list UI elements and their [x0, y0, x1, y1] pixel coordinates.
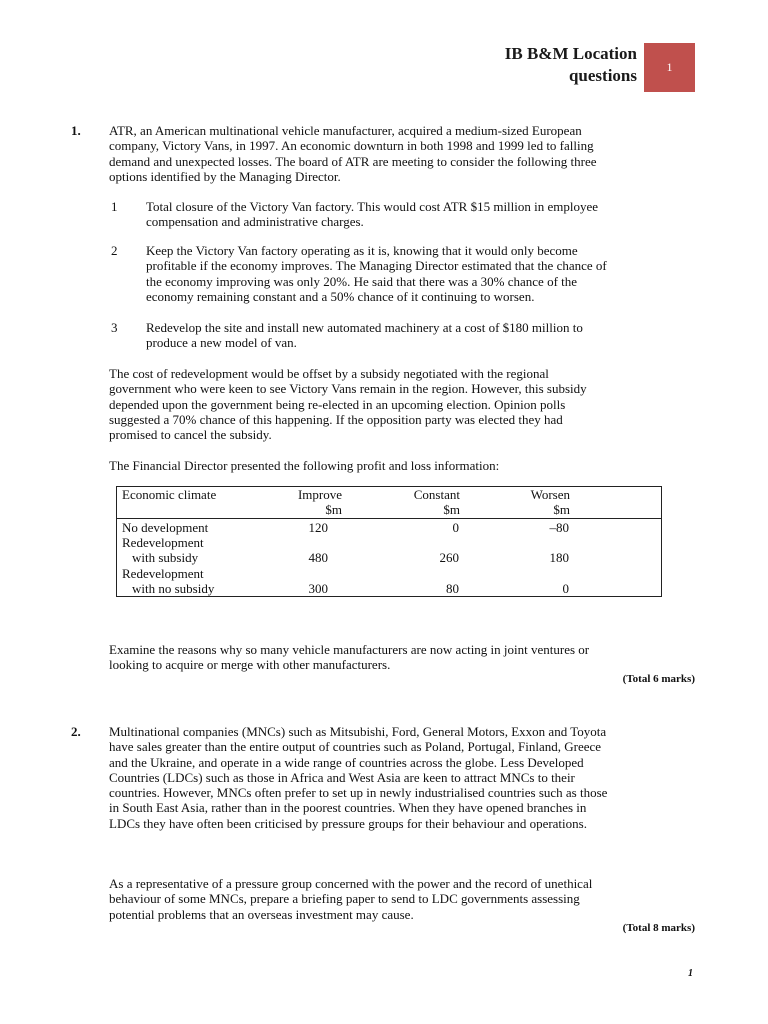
table-cell: 260	[439, 550, 459, 565]
financial-intro: The Financial Director presented the following profit and loss information:	[109, 458, 500, 473]
text-line: ATR, an American multinational vehicle manufacturer, acquired a medium-sized European	[109, 123, 582, 138]
row-label-redevelopment-no-subsidy	[122, 566, 214, 597]
option-3-text	[146, 320, 656, 351]
text-line: Keep the Victory Van factory operating as it is, knowing that it would only become	[146, 243, 578, 258]
table-column-header	[262, 487, 342, 518]
subsidy-paragraph	[109, 366, 657, 442]
question-2-marks: (Total 8 marks)	[622, 922, 695, 934]
option-2-number: 2	[111, 243, 118, 258]
table-header-label: Economic climate	[122, 487, 217, 502]
text-line: economy remaining constant and a 50% chance of it continuing to worsen.	[146, 288, 535, 304]
text-line: company, Victory Vans, in 1997. An economic downturn in both 1998 and 1999 led to falling	[109, 138, 594, 154]
text-line: government who were keen to see Victory Vans remain in the region. However, this subsidy	[109, 381, 587, 397]
page-number-box	[644, 43, 695, 92]
text-line: countries. However, MNCs often prefer to set up in newly industrialised countries such as those	[109, 785, 608, 801]
text-line: produce a new model of van.	[146, 335, 297, 351]
row-label-line: Redevelopment	[122, 566, 204, 581]
text-line: compensation and administrative charges.	[146, 214, 364, 230]
text-line: looking to acquire or merge with other manufacturers.	[109, 657, 391, 673]
question-1-intro	[109, 123, 657, 184]
column-name-improve: Improve	[297, 487, 342, 502]
text-line: profitable if the economy improves. The Managing Director estimated that the chance of	[146, 258, 607, 274]
question-2-intro	[109, 724, 657, 831]
table-cell: 120	[308, 520, 328, 535]
text-line: and the Ukraine, and operate in a wide range of countries across the globe. Less Developed	[109, 754, 584, 770]
column-unit: $m	[443, 502, 460, 518]
text-line: the economy improving was only 20%. He said that there was a 30% chance of the	[146, 273, 578, 289]
text-line: Multinational companies (MNCs) such as Mitsubishi, Ford, General Motors, Exxon and Toyota	[109, 724, 607, 739]
text-line: Examine the reasons why so many vehicle manufacturers are now acting in joint ventures or	[109, 642, 590, 657]
text-line: Total closure of the Victory Van factory. This would cost ATR $15 million in employee	[146, 199, 599, 214]
table-cell: 0	[562, 581, 569, 596]
text-line: demand and unexpected losses. The board of ATR are meeting to consider the following three	[109, 153, 597, 169]
table-cell: 300	[308, 581, 328, 596]
profit-loss-table	[116, 486, 662, 597]
row-label-no-development: No development	[122, 520, 209, 535]
text-line: As a representative of a pressure group concerned with the power and the record of unethical	[109, 876, 593, 891]
text-line: Redevelop the site and install new automated machinery at a cost of $180 million to	[146, 320, 583, 335]
document-title-line-1: IB B&M Location	[504, 44, 637, 63]
text-line: in South East Asia, rather than in the poorest countries. When they have opened branches in	[109, 800, 587, 816]
table-cell: 180	[549, 550, 569, 565]
question-2-task	[109, 876, 657, 922]
row-label-line: with subsidy	[132, 550, 199, 566]
text-line: promised to cancel the subsidy.	[109, 427, 272, 443]
text-line: The cost of redevelopment would be offset by a subsidy negotiated with the regional	[109, 366, 549, 381]
table-column-header	[380, 487, 460, 518]
option-1-number: 1	[111, 199, 118, 214]
option-2-text	[146, 243, 656, 304]
question-1-marks: (Total 6 marks)	[622, 673, 695, 685]
table-cell: 0	[452, 520, 459, 535]
table-cell: –80	[549, 520, 569, 535]
text-line: Countries (LDCs) such as those in Africa and West Asia are keen to attract MNCs to their	[109, 769, 575, 785]
column-name-worsen: Worsen	[530, 487, 570, 502]
text-line: have sales greater than the entire output of countries such as Poland, Portugal, Finland, Greece	[109, 739, 602, 755]
footer-page-number: 1	[688, 968, 693, 979]
table-column-header	[490, 487, 570, 518]
text-line: depended upon the government being re-elected in an upcoming election. Opinion polls	[109, 396, 566, 412]
text-line: LDCs they have often been criticised by pressure groups for their behaviour and operations.	[109, 815, 587, 831]
text-line: suggested a 70% chance of this happening. If the opposition party was elected they had	[109, 411, 563, 427]
question-1-task	[109, 642, 657, 673]
page-number-box-label: 1	[666, 60, 673, 74]
table-cell: 480	[308, 550, 328, 565]
table-cell: 80	[446, 581, 459, 596]
document-title-line-2: questions	[568, 66, 637, 85]
question-1-number: 1.	[71, 123, 81, 138]
text-line: potential problems that an overseas investment may cause.	[109, 906, 414, 922]
option-3-number: 3	[111, 320, 118, 335]
column-unit: $m	[553, 502, 570, 518]
document-title	[505, 43, 637, 87]
row-label-redevelopment-subsidy	[122, 535, 204, 566]
row-label-line: with no subsidy	[132, 581, 215, 597]
text-line: options identified by the Managing Director.	[109, 168, 341, 184]
option-1-text	[146, 199, 656, 230]
column-unit: $m	[325, 502, 342, 518]
column-name-constant: Constant	[413, 487, 460, 502]
text-line: behaviour of some MNCs, prepare a briefing paper to send to LDC governments assessing	[109, 891, 580, 907]
row-label-line: Redevelopment	[122, 535, 204, 550]
table-header-divider	[117, 518, 661, 519]
question-2-number: 2.	[71, 724, 81, 739]
